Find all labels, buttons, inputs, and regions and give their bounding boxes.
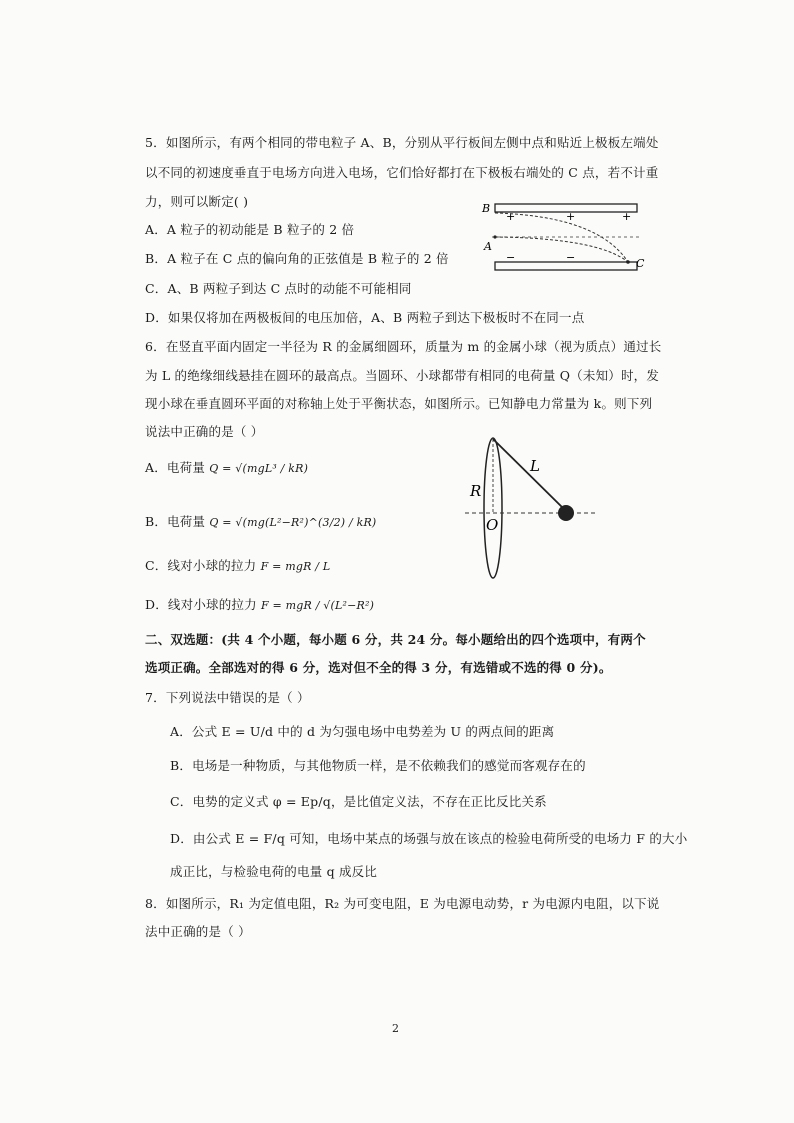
q8-stem-line2: 法中正确的是（ ） bbox=[145, 924, 251, 939]
q6-option-d bbox=[145, 595, 374, 613]
q6-option-b bbox=[145, 512, 376, 530]
q6-option-d-label: D．线对小球的拉力 bbox=[145, 597, 257, 612]
q6-option-a-label: A．电荷量 bbox=[145, 460, 206, 475]
q5-option-c: C．A、B 两粒子到达 C 点时的动能不可能相同 bbox=[145, 281, 412, 296]
label-l: L bbox=[530, 457, 540, 475]
q7-option-d-line1: D．由公式 E = F/q 可知，电场中某点的场强与放在该点的检验电荷所受的电场力 F 的大小 bbox=[170, 831, 688, 846]
q6-stem-line2: 为 L 的绝缘细线悬挂在圆环的最高点。当圆环、小球都带有相同的电荷量 Q（未知）时，发 bbox=[145, 368, 660, 383]
q5-stem-line3: 力，则可以断定( ) bbox=[145, 194, 249, 209]
q6-stem-line1: 6．在竖直平面内固定一半径为 R 的金属细圆环，质量为 m 的金属小球（视为质点）通过长 bbox=[145, 339, 662, 354]
q5-option-d: D．如果仅将加在两极板间的电压加倍，A、B 两粒子到达下极板时不在同一点 bbox=[145, 310, 585, 325]
q6-option-a bbox=[145, 458, 308, 476]
q8-stem-line1: 8．如图所示，R₁ 为定值电阻，R₂ 为可变电阻，E 为电源电动势，r 为电源内电阻，以下说 bbox=[145, 896, 660, 911]
q5-stem-line2: 以不同的初速度垂直于电场方向进入电场，它们恰好都打在下极板右端处的 C 点，若不计重 bbox=[145, 165, 659, 180]
particle-a-dot bbox=[493, 235, 496, 238]
q7-option-a: A．公式 E = U/d 中的 d 为匀强电场中电势差为 U 的两点间的距离 bbox=[170, 724, 555, 739]
q6-option-a-formula: Q = √(mgL³ / kR) bbox=[209, 462, 309, 475]
q5-option-a: A．A 粒子的初动能是 B 粒子的 2 倍 bbox=[145, 222, 355, 237]
label-r: R bbox=[470, 482, 482, 500]
q6-option-c bbox=[145, 556, 330, 574]
label-c: C bbox=[636, 257, 645, 270]
section2-heading-line2: 选项正确。全部选对的得 6 分，选对但不全的得 3 分，有选错或不选的得 0 分)。 bbox=[145, 660, 612, 675]
label-b: B bbox=[482, 202, 491, 215]
q5-parallel-plate-figure bbox=[478, 198, 650, 278]
section2-heading-line1: 二、双选题：(共 4 个小题，每小题 6 分，共 24 分。每小题给出的四个选项中，有两个 bbox=[145, 632, 646, 647]
q6-option-c-formula: F = mgR / L bbox=[260, 560, 331, 573]
string-line bbox=[493, 439, 566, 511]
label-a: A bbox=[484, 240, 492, 253]
q6-option-b-formula: Q = √(mg(L²−R²)^(3/2) / kR) bbox=[209, 516, 377, 529]
q6-option-c-label: C．线对小球的拉力 bbox=[145, 558, 257, 573]
q7-stem: 7．下列说法中错误的是（ ） bbox=[145, 690, 310, 705]
page-number: 2 bbox=[392, 1022, 399, 1035]
q6-stem-line4: 说法中正确的是（ ） bbox=[145, 424, 264, 439]
q5-stem-line1: 5．如图所示，有两个相同的带电粒子 A、B，分别从平行板间左侧中点和贴近上极板左端处 bbox=[145, 135, 659, 150]
minus-sign: − bbox=[506, 251, 516, 264]
q6-option-d-formula: F = mgR / √(L²−R²) bbox=[261, 599, 375, 612]
q5-option-b: B．A 粒子在 C 点的偏向角的正弦值是 B 粒子的 2 倍 bbox=[145, 251, 449, 266]
minus-sign: − bbox=[566, 251, 576, 264]
plus-sign: + bbox=[506, 210, 516, 223]
q7-option-c: C．电势的定义式 φ = Ep/q，是比值定义法，不存在正比反比关系 bbox=[170, 794, 547, 809]
plus-sign: + bbox=[622, 210, 632, 223]
q6-ring-ball-figure bbox=[460, 436, 605, 586]
metal-ball bbox=[558, 505, 574, 521]
point-c-dot bbox=[626, 260, 630, 264]
q6-stem-line3: 现小球在垂直圆环平面的对称轴上处于平衡状态，如图所示。已知静电力常量为 k。则下列 bbox=[145, 396, 653, 411]
q6-option-b-label: B．电荷量 bbox=[145, 514, 206, 529]
q7-option-b: B．电场是一种物质，与其他物质一样，是不依赖我们的感觉而客观存在的 bbox=[170, 758, 586, 773]
label-o: O bbox=[486, 516, 499, 534]
q7-option-d-line2: 成正比，与检验电荷的电量 q 成反比 bbox=[170, 864, 378, 879]
plus-sign: + bbox=[566, 210, 576, 223]
